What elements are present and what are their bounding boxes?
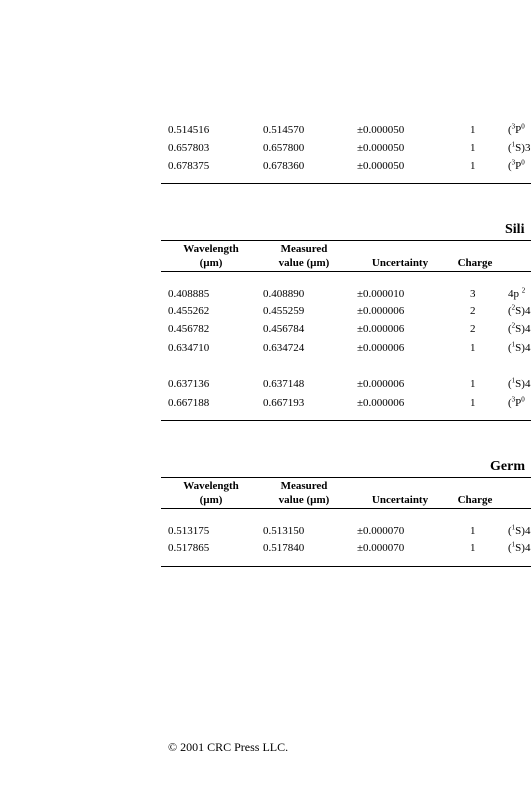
wavelength-cell: 0.678375: [168, 160, 210, 172]
header-wavelength: Wavelength (µm): [183, 480, 239, 506]
uncertainty-cell: ±0.000006: [357, 305, 405, 317]
transition-cell: ($^1$S)3: [508, 140, 531, 154]
charge-cell: 1: [470, 542, 476, 554]
table-top-rule: [161, 240, 531, 241]
charge-cell: 2: [470, 323, 476, 335]
measured-cell: 0.657800: [263, 142, 305, 154]
header-wavelength: Wavelength (µm): [183, 243, 239, 269]
uncertainty-cell: ±0.000050: [357, 160, 405, 172]
wavelength-cell: 0.514516: [168, 124, 210, 136]
header-rule: [161, 271, 531, 272]
wavelength-cell: 0.637136: [168, 378, 210, 390]
measured-cell: 0.667193: [263, 397, 305, 409]
uncertainty-cell: ±0.000010: [357, 288, 405, 300]
header-measured: Measured value (µm): [278, 480, 330, 506]
measured-cell: 0.514570: [263, 124, 305, 136]
transition-cell: ($^1$S)4: [508, 523, 531, 537]
measured-cell: 0.678360: [263, 160, 305, 172]
transition-cell: ($^2$S)4: [508, 321, 531, 335]
section-title: Sili: [505, 222, 525, 237]
transition-cell: ($^3P^0$: [508, 395, 525, 409]
uncertainty-cell: ±0.000070: [357, 525, 405, 537]
transition-cell: 4p $^2$: [508, 286, 526, 300]
header-uncertainty: Uncertainty: [371, 494, 429, 506]
transition-cell: ($^1$S)4: [508, 376, 531, 390]
table-bottom-rule: [161, 566, 531, 567]
measured-cell: 0.637148: [263, 378, 305, 390]
uncertainty-cell: ±0.000006: [357, 342, 405, 354]
measured-cell: 0.455259: [263, 305, 305, 317]
charge-cell: 2: [470, 305, 476, 317]
wavelength-cell: 0.456782: [168, 323, 210, 335]
header-rule: [161, 508, 531, 509]
wavelength-cell: 0.408885: [168, 288, 210, 300]
wavelength-cell: 0.667188: [168, 397, 210, 409]
wavelength-cell: 0.634710: [168, 342, 210, 354]
charge-cell: 1: [470, 142, 476, 154]
wavelength-cell: 0.513175: [168, 525, 210, 537]
header-charge: Charge: [457, 494, 493, 506]
measured-cell: 0.408890: [263, 288, 305, 300]
charge-cell: 3: [470, 288, 476, 300]
measured-cell: 0.456784: [263, 323, 305, 335]
measured-cell: 0.517840: [263, 542, 305, 554]
measured-cell: 0.634724: [263, 342, 305, 354]
transition-cell: ($^2$S)4: [508, 303, 531, 317]
table-top-rule: [161, 477, 531, 478]
uncertainty-cell: ±0.000006: [357, 323, 405, 335]
transition-cell: ($^3P^0$: [508, 122, 525, 136]
section-title: Germ: [490, 459, 525, 474]
copyright-notice: © 2001 CRC Press LLC.: [168, 740, 289, 754]
charge-cell: 1: [470, 397, 476, 409]
charge-cell: 1: [470, 124, 476, 136]
uncertainty-cell: ±0.000050: [357, 124, 405, 136]
wavelength-cell: 0.517865: [168, 542, 210, 554]
header-measured: Measured value (µm): [278, 243, 330, 269]
charge-cell: 1: [470, 160, 476, 172]
uncertainty-cell: ±0.000006: [357, 378, 405, 390]
transition-cell: ($^1$S)4: [508, 540, 531, 554]
header-charge: Charge: [457, 257, 493, 269]
uncertainty-cell: ±0.000006: [357, 397, 405, 409]
transition-cell: ($^3P^0$: [508, 158, 525, 172]
uncertainty-cell: ±0.000070: [357, 542, 405, 554]
transition-cell: ($^1$S)4: [508, 340, 531, 354]
charge-cell: 1: [470, 378, 476, 390]
wavelength-cell: 0.657803: [168, 142, 210, 154]
header-uncertainty: Uncertainty: [371, 257, 429, 269]
charge-cell: 1: [470, 525, 476, 537]
table-bottom-rule: [161, 420, 531, 421]
charge-cell: 1: [470, 342, 476, 354]
measured-cell: 0.513150: [263, 525, 305, 537]
table-bottom-rule: [161, 183, 531, 184]
uncertainty-cell: ±0.000050: [357, 142, 405, 154]
wavelength-cell: 0.455262: [168, 305, 210, 317]
